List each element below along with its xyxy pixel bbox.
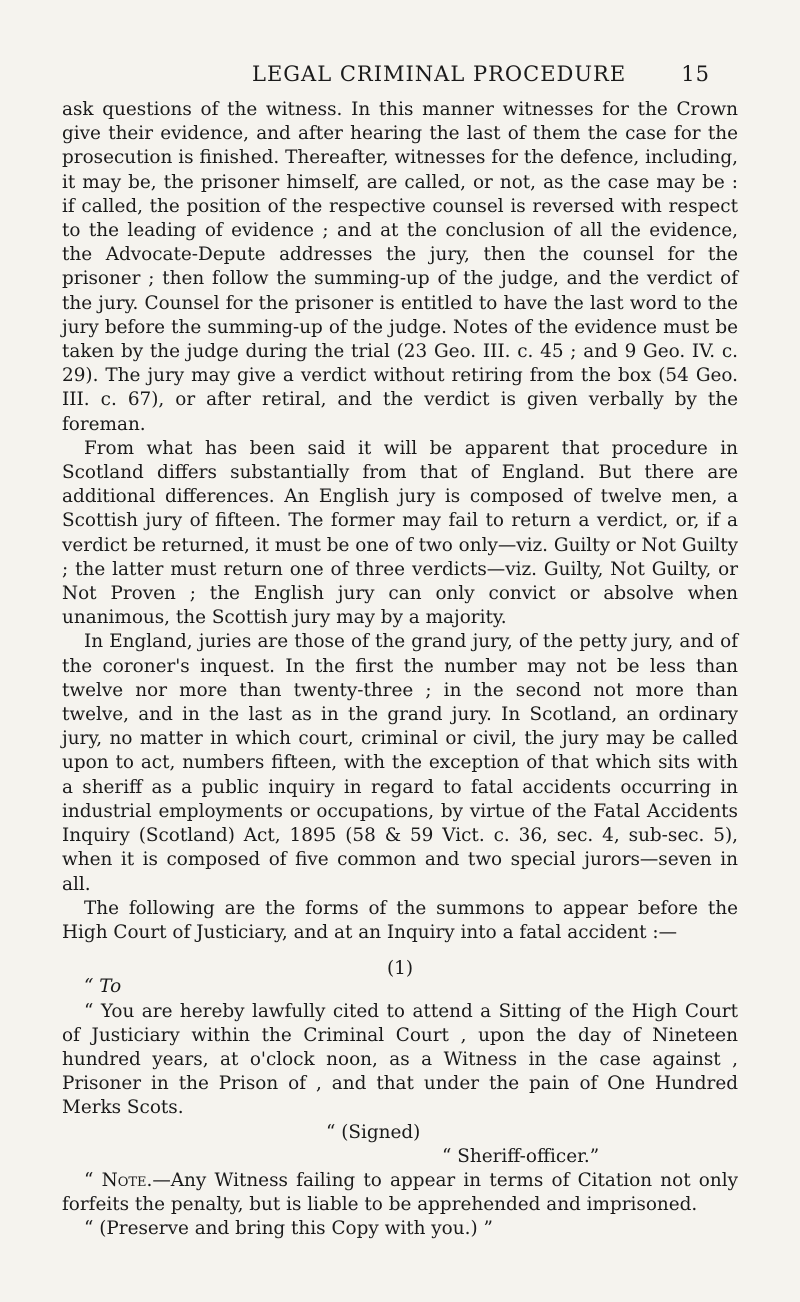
form-number: (1) [386,958,414,980]
form-citation: “ You are hereby lawfully cited to attend a Sitting of the High Court of Justiciary within the Criminal Court , upon the day of Nineteen hundred years, at o'clock noon, as a Witness in the case against , Prisoner in the Prison of , and that under the pain of One Hundred Merks Scots. [62,1000,738,1119]
running-title: LEGAL CRIMINAL PROCEDURE [252,62,627,86]
paragraph: ask questions of the witness. In this manner witnesses for the Crown give their evidence, and after hearing the last of them the case for the prosecution is finished. Thereafter, witnesses for the defence, including, it may be, the prisoner himself, are called, or not, as the case may be : if called, the position of the respective counsel is reversed with respect to the leading of evidence ; and at the conclusion of all the evidence, the Advocate-Depute addresses the jury, then the counsel for the prisoner ; then follow the summing-up of the judge, and the verdict of the jury. Counsel for the prisoner is entitled to have the last word to the jury before the summing-up of the judge. Notes of the evidence must be taken by the judge during the trial (23 Geo. III. c. 45 ; and 9 Geo. IV. c. 29). The jury may give a verdict without retiring from the box (54 Geo. III. c. 67), or after retiral, and the verdict is given verbally by the foreman. [62,99,738,435]
paragraph: From what has been said it will be apparent that procedure in Scotland differs substantially from that of England. But there are additional differences. An English jury is composed of twelve men, a Scottish jury of fifteen. The former may fail to return a verdict, or, if a verdict be returned, it must be one of two only—viz. Guilty or Not Guilty ; the latter must return one of three verdicts—viz. Guilty, Not Guilty, or Not Proven ; the English jury can only convict or absolve when unanimous, the Scottish jury may by a majority. [62,437,738,629]
page-number: 15 [681,62,710,86]
paragraph: In England, juries are those of the grand jury, of the petty jury, and of the coroner's inquest. In the first the number may not be less than twelve nor more than twenty-three ; in the second not more than twelve, and in the last as in the grand jury. In Scotland, an ordinary jury, no matter in which court, criminal or civil, the jury may be called upon to act, numbers fifteen, with the exception of that which sits with a sheriff as a public inquiry in regard to fatal accidents occurring in industrial employments or occupations, by virtue of the Fatal Accidents Inquiry (Scotland) Act, 1895 (58 & 59 Vict. c. 36, sec. 4, sub-sec. 5), when it is composed of five common and two special jurors—seven in all. [62,631,738,895]
form-addressee: “ To [84,976,122,998]
form-note [62,1169,738,1217]
form-officer: “ Sheriff-officer.” [442,1145,600,1167]
body-text [62,98,738,1242]
note-text: —Any Witness failing to appear in terms of Citation not only forfeits the penalty, but is liable to be apprehended and imprisoned. [62,1169,738,1216]
form-signed: “ (Signed) [326,1121,421,1143]
running-header [0,62,800,92]
form-preserve: “ (Preserve and bring this Copy with you.) ” [84,1218,493,1240]
note-label: “ Note. [84,1169,153,1191]
paragraph: The following are the forms of the summons to appear before the High Court of Justiciary, and at an Inquiry into a fatal accident :— [62,897,738,943]
